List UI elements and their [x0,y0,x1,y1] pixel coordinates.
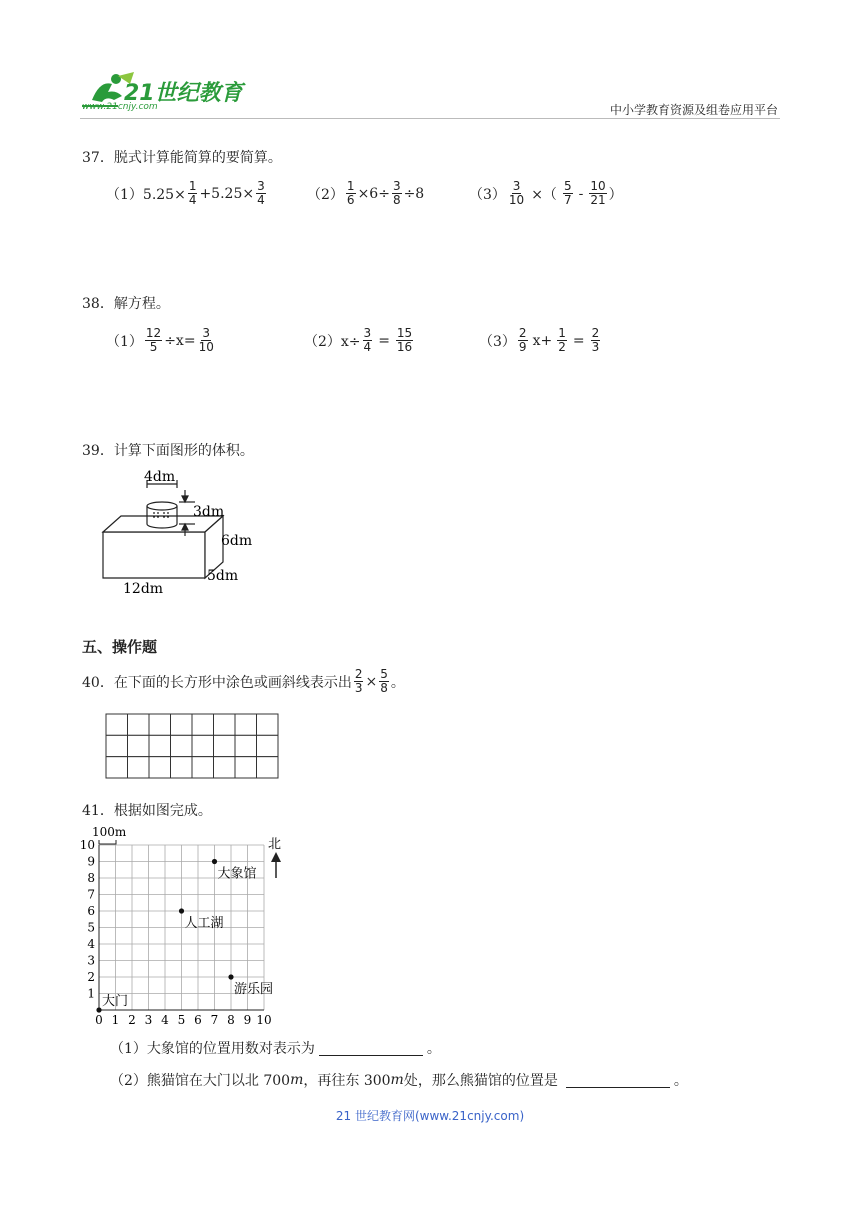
fraction: $\frac{2}{3}$ [354,667,363,695]
grid-cell[interactable] [128,757,150,778]
x-tick-label: 8 [227,1013,235,1027]
logo-url: www.21cnjy.com [82,102,158,112]
grid-cell[interactable] [257,735,279,756]
unit-m: m [290,1072,304,1088]
q38-p3-mid: x+ [532,332,553,349]
q38-part1 [106,327,217,354]
q37-p2-mid: ×6÷ [357,185,390,202]
grid-cell[interactable] [192,757,214,778]
q41-sub1 [110,1038,441,1058]
x-tick-label: 7 [210,1013,219,1027]
x-tick-label: 9 [243,1013,252,1027]
grid-cell[interactable] [214,757,236,778]
q37-part1 [106,180,268,207]
q37-part2 [307,180,424,207]
q38-p2-prefix: （2）x÷ [304,333,361,350]
grid-cell[interactable] [149,714,171,735]
q37-p1-mid: +5.25× [199,185,255,202]
unit-m: m [390,1072,404,1088]
map-point [96,1007,101,1012]
grid-cell[interactable] [106,714,128,735]
q41-sub2-suffix: 。 [673,1073,688,1089]
label-width: 5dm [207,568,239,584]
fraction: $\frac{1}{6}$ [346,179,355,207]
header-divider [80,118,780,119]
x-tick-label: 6 [194,1013,202,1027]
fraction: $\frac{1}{2}$ [558,326,566,354]
q37-p3-minus: - [578,185,584,202]
grid-cell[interactable] [128,714,150,735]
grid-cell[interactable] [149,757,171,778]
grid-cell[interactable] [149,735,171,756]
y-tick-label: 5 [87,920,95,935]
x-tick-label: 2 [128,1013,136,1027]
q41-sub1-prefix: （1）大象馆的位置用数对表示为 [110,1041,315,1057]
map-point [212,859,217,864]
fraction: $\frac{3}{4}$ [257,179,265,207]
map-point [179,908,184,913]
q40-suffix: 。 [390,674,405,691]
fraction: $\frac{1}{4}$ [188,179,197,207]
grid-cell[interactable] [214,735,236,756]
fraction: $\frac{2}{9}$ [518,326,527,354]
label-length: 12dm [123,581,164,597]
grid-cell[interactable] [106,757,128,778]
grid-cell[interactable] [235,735,257,756]
x-tick-label: 4 [161,1013,169,1027]
q37-p2-prefix: （2） [307,186,344,203]
q37-p3-mid: ×（ [531,186,557,203]
fraction: $\frac{3}{4}$ [363,326,372,354]
q38-p2-mid: = [378,332,390,349]
y-tick-label: 1 [87,986,95,1001]
y-tick-label: 6 [87,904,95,918]
fraction: $\frac{3}{10}$ [198,326,214,354]
q40-title [82,668,405,695]
q41-sub1-suffix: 。 [426,1041,441,1057]
logo-text: 21世纪教育 [124,81,243,106]
q38-p3-eq: = [572,332,585,349]
y-tick-label: 7 [87,887,95,902]
q41-sub2-mid: ，再往东 300 [303,1073,391,1089]
q37-p1-prefix: （1）5.25× [106,186,186,203]
section-title: 五、操作题 [82,638,158,656]
label-diameter: 4dm [144,469,176,485]
label-height: 6dm [221,533,253,549]
grid-cell[interactable] [171,757,193,778]
x-tick-label: 5 [177,1013,186,1027]
fraction: $\frac{3}{8}$ [392,179,401,207]
q38-part3 [479,327,602,354]
q37-p3-suffix: ） [608,186,623,203]
x-tick-label: 0 [95,1013,103,1027]
answer-blank-1[interactable] [319,1041,423,1056]
y-tick-label: 4 [87,937,95,951]
grid-cell[interactable] [214,714,236,735]
grid-cell[interactable] [192,714,214,735]
grid-cell[interactable] [235,714,257,735]
grid-cell[interactable] [257,714,279,735]
solid-figure-diagram [95,466,265,598]
q37-p3-prefix: （3） [469,186,506,203]
fraction: $\frac{5}{7}$ [563,179,572,207]
label-cyl-height: 3dm [193,504,225,520]
map-point-label: 游乐园 [234,982,274,997]
grid-cell[interactable] [257,757,279,778]
q39-title: 39．计算下面图形的体积。 [82,443,254,459]
map-point-label: 大门 [102,994,129,1009]
fraction: $\frac{15}{16}$ [396,326,413,354]
map-point [228,974,233,979]
x-tick-label: 10 [256,1013,272,1027]
q38-p1-prefix: （1） [106,333,143,350]
q41-title: 41．根据如图完成。 [82,803,212,819]
y-tick-label: 8 [87,871,95,885]
site-logo [78,70,248,114]
platform-name: 中小学教育资源及组卷应用平台 [609,103,778,117]
rectangle-grid[interactable] [104,712,280,780]
map-point-label: 人工湖 [184,916,224,931]
answer-blank-2[interactable] [566,1073,670,1088]
north-arrow-icon [271,852,281,862]
q41-sub2-prefix: （2）熊猫馆在大门以北 700 [110,1073,291,1089]
q38-p3-prefix: （3） [479,333,516,350]
grid-cell[interactable] [235,757,257,778]
footer-text: 21 世纪教育网(www.21cnjy.com) [335,1109,525,1123]
grid-cell[interactable] [171,714,193,735]
x-tick-label: 1 [111,1013,120,1027]
fraction: $\frac{12}{5}$ [145,326,162,354]
q37-part3 [469,180,623,207]
grid-cell[interactable] [106,735,128,756]
coordinate-map [78,822,288,1028]
north-label: 北 [268,837,282,852]
fraction: $\frac{10}{21}$ [590,179,606,207]
q37-title: 37．脱式计算能简算的要简算。 [82,150,282,166]
q41-sub2-after: 处，那么熊猫馆的位置是 [403,1073,558,1089]
q37-p2-suffix: ÷8 [403,185,425,202]
y-tick-label: 2 [87,970,95,984]
q38-part2 [304,327,415,354]
q38-p1-mid: ÷x= [164,332,196,349]
y-tick-label: 10 [79,838,95,852]
q40-times: × [365,673,378,690]
grid-cell[interactable] [171,735,193,756]
fraction: $\frac{5}{8}$ [380,667,388,695]
y-tick-label: 9 [87,854,95,869]
scale-label: 100m [92,825,127,839]
grid-cell[interactable] [128,735,150,756]
q40-title-prefix: 40．在下面的长方形中涂色或画斜线表示出 [82,674,352,691]
map-point-label: 大象馆 [217,866,257,882]
fraction: $\frac{3}{10}$ [508,179,525,207]
y-tick-label: 3 [87,953,95,968]
x-tick-label: 3 [144,1013,153,1027]
grid-cell[interactable] [192,735,214,756]
q41-sub2 [110,1070,688,1090]
fraction: $\frac{2}{3}$ [591,326,600,354]
q38-title: 38．解方程。 [82,296,170,312]
